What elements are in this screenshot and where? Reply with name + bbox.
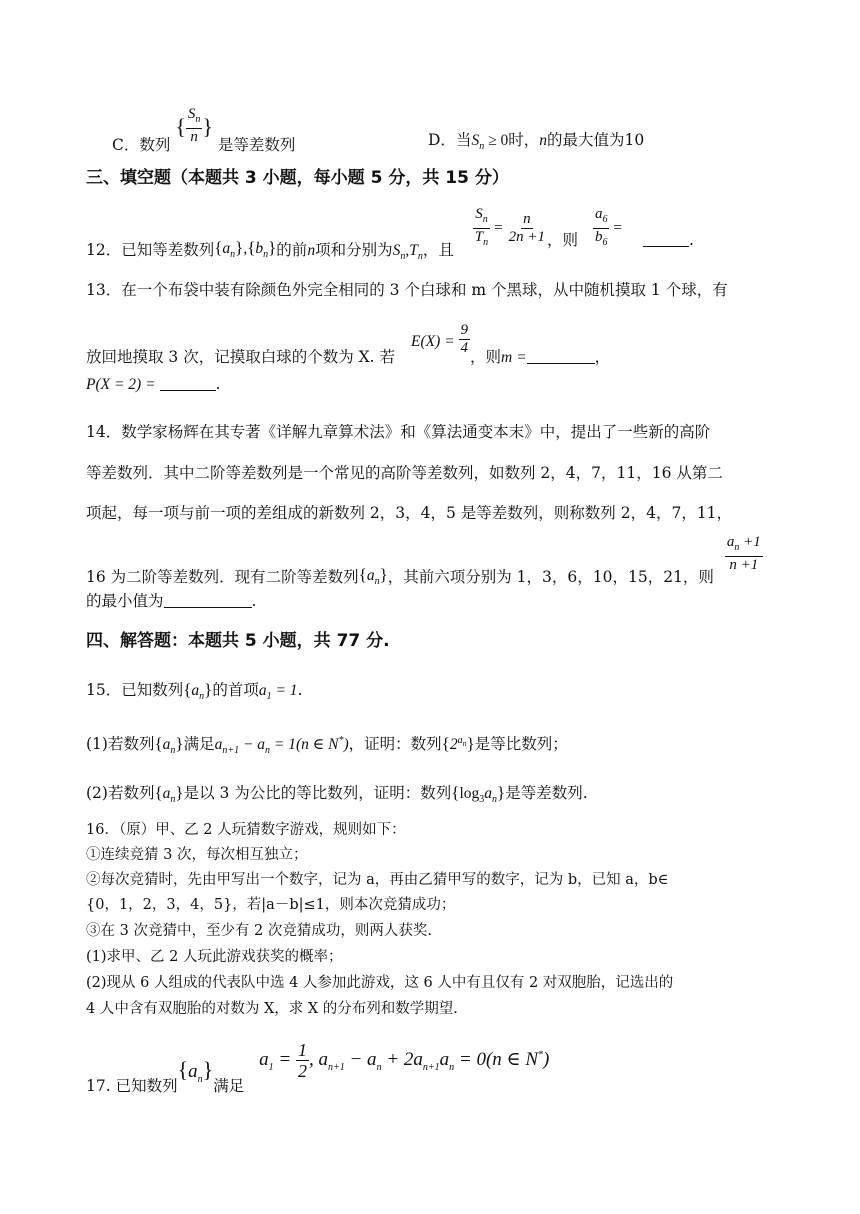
answer-blank-13a[interactable] [527, 349, 595, 364]
question-15-line1: 15．已知数列$\{a_n\}$的首项$a_1 = 1$. [86, 680, 303, 703]
question-14-line5: 的最小值为 . [86, 592, 257, 610]
question-17: 17. 已知数列$\{a_n\}$满足 $a_1$ = $\frac{1}{2}$ , $a_{n+1} - a_n + 2a_{n+1}a_n = 0(n$ ∈ N*) [86, 1040, 550, 1095]
answer-blank-14[interactable] [164, 593, 252, 608]
question-15-part2: (2)若数列$\{a_n\}$是以 3 为公比的等比数列，证明：数列$\{\log_3a_n\}$是等差数列. [86, 783, 588, 806]
question-13-line3: P(X = 2) = . [86, 375, 221, 393]
question-14-line3: 项起，每一项与前一项的差组成的新数列 2，3，4，5 是等差数列，则称数列 2，4，7，11， [86, 504, 733, 522]
ratio-ab-fraction: $\frac{a_6}{b_6}$ [594, 206, 608, 248]
question-13-line2: 放回地摸取 3 次，记摸取白球的个数为 X. 若E(X) = $\frac{9}{4}$ ，则m = ， [86, 322, 611, 366]
question-12: 12．已知等差数列$\{a_n\},\{b_n\}$的前n项和分别为$S_n,T_n$，且 $\frac{S_n}{T_n}$ = $\frac{n}{2n +1}$ ，则 $\frac{a_6}{b_6}$ = . [86, 206, 694, 262]
question-13-line1: 13．在一个布袋中装有除颜色外完全相同的 3 个白球和 m 个黑球，从中随机摸取 1 个球，有 [86, 281, 728, 299]
question-16-part1: (1)求甲、乙 2 人玩此游戏获奖的概率； [86, 949, 343, 965]
option-c-text: 是等差数列 [217, 136, 296, 154]
question-14-line1: 14．数学家杨辉在其专著《详解九章算术法》和《算法通变本末》中，提出了一些新的高阶 [86, 423, 711, 441]
section-4-title: 四、解答题：本题共 5 小题，共 77 分. [86, 631, 390, 651]
option-c-label: C．数列 [112, 136, 171, 154]
question-16-line3: ②每次竞猜时，先由甲写出一个数字，记为 a，再由乙猜甲写的数字，记为 b，已知 a，b∈ [86, 872, 669, 888]
answer-blank-12[interactable] [643, 232, 689, 247]
question-14-line4: 16 为二阶等差数列．现有二阶等差数列$\{a_n\}$，其前六项分别为 1，3，6，10，15，21，则 $\frac{a_n +1}{n +1}$ [86, 534, 761, 588]
answer-blank-13b[interactable] [160, 376, 216, 391]
question-16-line5: ③在 3 次竞猜中，至少有 2 次竞猜成功，则两人获奖. [86, 923, 432, 939]
section-3-title: 三、填空题（本题共 3 小题，每小题 5 分，共 15 分） [86, 168, 509, 188]
min-value-fraction: $\frac{a_n +1}{n +1}$ [726, 534, 761, 573]
question-16-part2: (2)现从 6 人组成的代表队中选 4 人参加此游戏，这 6 人中有且仅有 2 对双胞胎，记选出的 [86, 975, 674, 991]
ratio-st-fraction: $\frac{S_n}{T_n}$ [474, 206, 489, 248]
question-16-line2: ①连续竞猜 3 次，每次相互独立； [86, 847, 308, 863]
ratio-n-fraction: $\frac{n}{2n +1}$ [508, 211, 545, 245]
question-16-line4: {0，1，2，3，4，5}，若|a－b|≤1，则本次竞猜成功； [86, 897, 456, 913]
question-16-line1: 16．（原）甲、乙 2 人玩猜数字游戏，规则如下： [86, 822, 406, 838]
question-16-line8: 4 人中含有双胞胎的对数为 X，求 X 的分布列和数学期望. [86, 1001, 458, 1017]
q11-option-c: C．数列 { $\frac{S_n}{n}$ } 是等差数列 [112, 106, 296, 154]
q11-option-d: D．当$S_n \ge 0$时，n的最大值为10 [428, 131, 645, 153]
option-c-fraction: $\frac{S_n}{n}$ [187, 106, 201, 145]
question-14-line2: 等差数列．其中二阶等差数列是一个常见的高阶等差数列，如数列 2，4，7，11，16 从第二 [86, 464, 723, 482]
question-15-part1: (1)若数列$\{a_n\}$满足$a_{n+1} - a_n = 1(n$ ∈ N*)，证明：数列$\{2^{a_n}\}$是等比数列； [86, 734, 568, 757]
